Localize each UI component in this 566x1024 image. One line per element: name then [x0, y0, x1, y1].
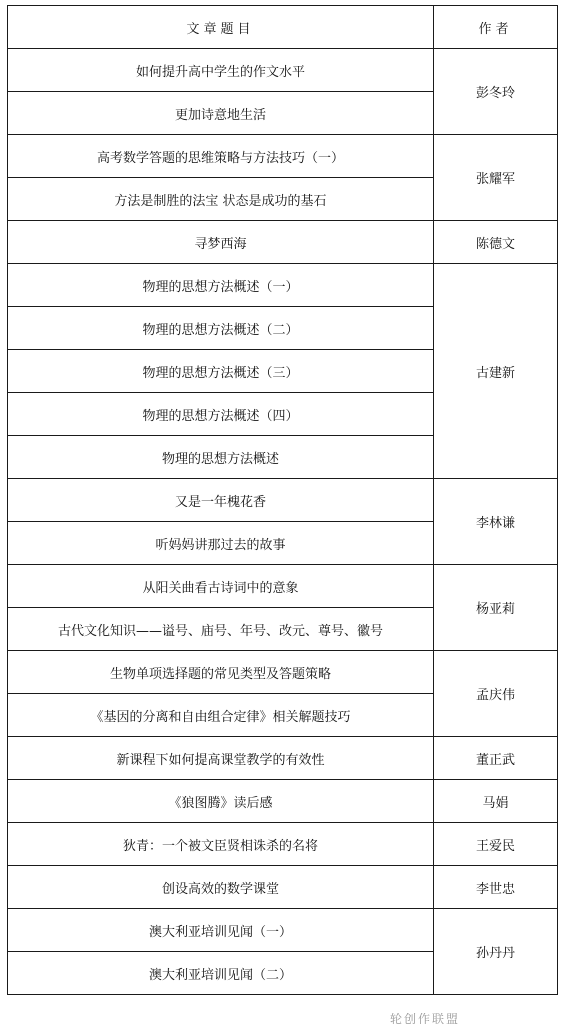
article-title-cell: 生物单项选择题的常见类型及答题策略 [8, 651, 434, 694]
author-cell: 马娟 [434, 780, 558, 823]
author-cell: 杨亚莉 [434, 565, 558, 651]
article-title-cell: 创设高效的数学课堂 [8, 866, 434, 909]
article-title-cell: 如何提升高中学生的作文水平 [8, 49, 434, 92]
author-cell: 董正武 [434, 737, 558, 780]
table-row [8, 780, 558, 823]
table-row [8, 221, 558, 264]
article-title-cell: 物理的思想方法概述（一） [8, 264, 434, 307]
article-title-cell: 又是一年槐花香 [8, 479, 434, 522]
article-title-cell: 更加诗意地生活 [8, 92, 434, 135]
article-title-cell: 方法是制胜的法宝 状态是成功的基石 [8, 178, 434, 221]
article-title-cell: 寻梦西海 [8, 221, 434, 264]
title-column-header: 文章题目 [8, 6, 434, 49]
author-cell: 张耀军 [434, 135, 558, 221]
article-title-cell: 物理的思想方法概述（三） [8, 350, 434, 393]
table-row [8, 823, 558, 866]
article-title-cell: 新课程下如何提高课堂教学的有效性 [8, 737, 434, 780]
article-title-cell: 物理的思想方法概述（二） [8, 307, 434, 350]
table-row [8, 565, 558, 608]
author-cell: 陈德文 [434, 221, 558, 264]
article-title-cell: 澳大利亚培训见闻（一） [8, 909, 434, 952]
header-row [8, 6, 558, 49]
article-table [7, 5, 558, 995]
author-cell: 孟庆伟 [434, 651, 558, 737]
article-title-cell: 物理的思想方法概述 [8, 436, 434, 479]
article-title-cell: 澳大利亚培训见闻（二） [8, 952, 434, 995]
watermark: 轮创作联盟 [390, 1013, 461, 1024]
author-cell: 王爱民 [434, 823, 558, 866]
author-cell: 古建新 [434, 264, 558, 479]
table-row [8, 49, 558, 92]
article-title-cell: 《狼图腾》读后感 [8, 780, 434, 823]
table-row [8, 651, 558, 694]
article-title-cell: 《基因的分离和自由组合定律》相关解题技巧 [8, 694, 434, 737]
author-column-header: 作者 [434, 6, 558, 49]
table-row [8, 264, 558, 307]
article-title-cell: 物理的思想方法概述（四） [8, 393, 434, 436]
author-cell: 李世忠 [434, 866, 558, 909]
author-cell: 孙丹丹 [434, 909, 558, 995]
author-cell: 李林谦 [434, 479, 558, 565]
table-row [8, 135, 558, 178]
table-row [8, 909, 558, 952]
article-title-cell: 听妈妈讲那过去的故事 [8, 522, 434, 565]
article-title-cell: 狄青：一个被文臣贤相诛杀的名将 [8, 823, 434, 866]
article-title-cell: 高考数学答题的思维策略与方法技巧（一） [8, 135, 434, 178]
table-row [8, 866, 558, 909]
table-row [8, 479, 558, 522]
author-cell: 彭冬玲 [434, 49, 558, 135]
article-rows [8, 49, 558, 995]
table-row [8, 737, 558, 780]
article-title-cell: 古代文化知识——谥号、庙号、年号、改元、尊号、徽号 [8, 608, 434, 651]
article-title-cell: 从阳关曲看古诗词中的意象 [8, 565, 434, 608]
